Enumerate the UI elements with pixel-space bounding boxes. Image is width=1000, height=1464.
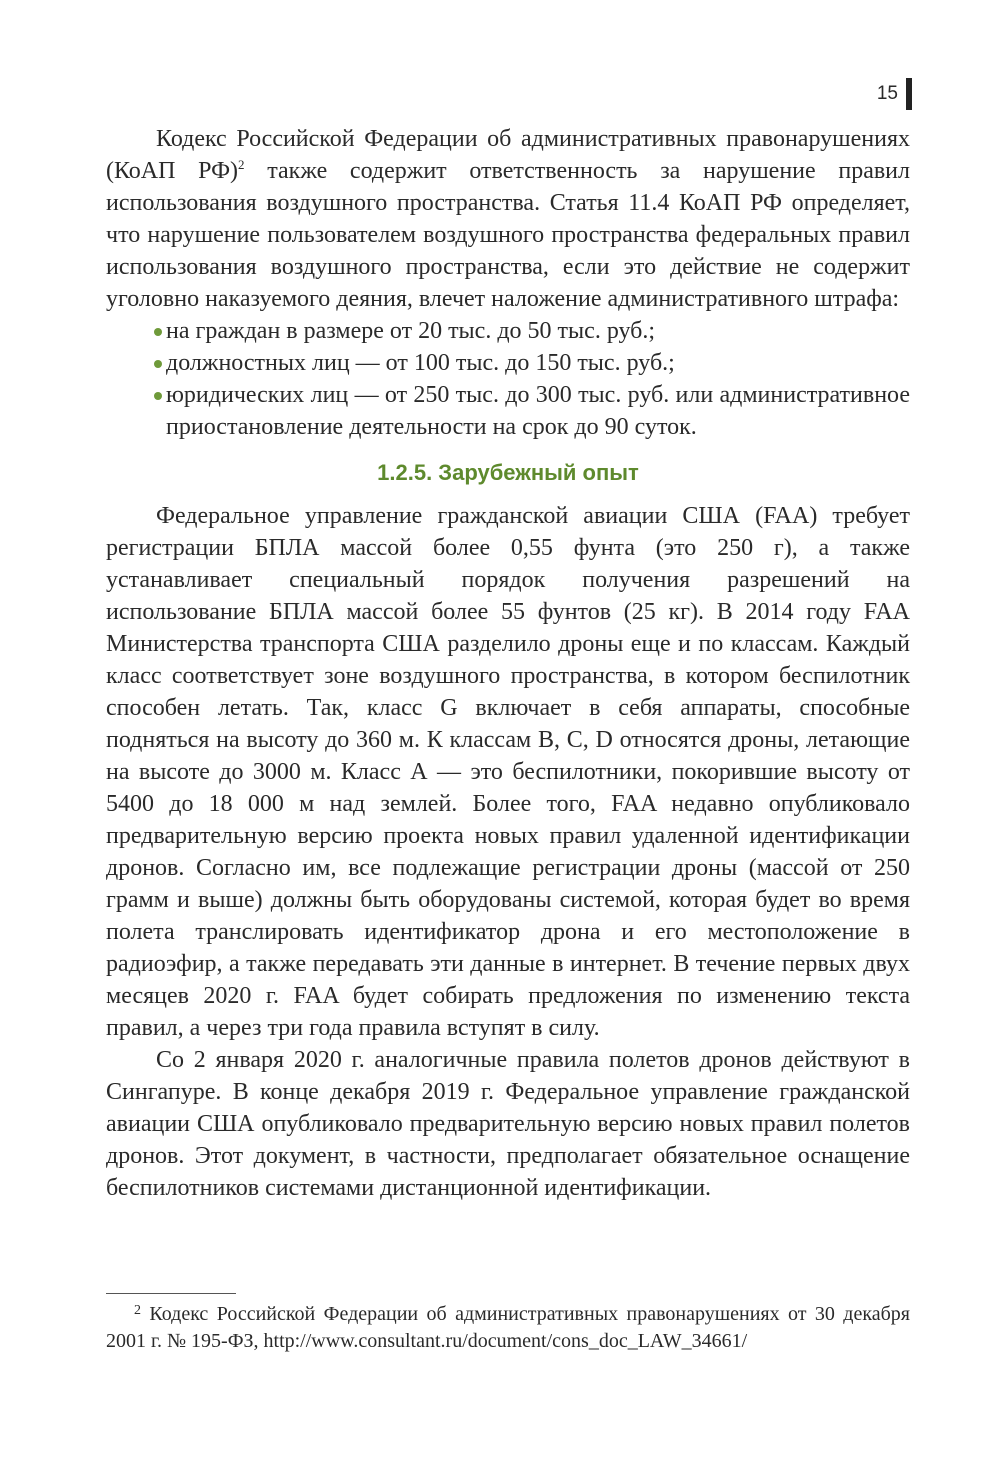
paragraph-koap <box>106 123 910 315</box>
list-item-text: на граждан в размере от 20 тыс. до 50 тыс. руб.; <box>166 318 656 344</box>
footnote-text: Кодекс Российской Федерации об административных правонарушениях от 30 декабря 2001 г. № 195-ФЗ, http://www.consultant.ru/document/cons_doc_LAW_34661/ <box>106 1303 910 1352</box>
page-number-block <box>877 78 912 110</box>
list-item <box>106 347 910 379</box>
page-body <box>106 123 910 1204</box>
page-number: 15 <box>876 83 898 104</box>
paragraph-koap-text-2: также содержит ответственность за нарушение правил использования воздушного пространства. Статья 11.4 КоАП РФ определяет, что нарушение пользователем воздушного пространства федеральных правил использования воздушного пространства, если это действие не содержит уголовно наказуемого деяния, влечет наложение административного штрафа: <box>106 158 910 312</box>
list-item-text: должностных лиц — от 100 тыс. до 150 тыс. руб.; <box>166 350 675 376</box>
footnote-divider <box>106 1293 236 1294</box>
fine-list <box>106 315 910 443</box>
footnote-marker: 2 <box>134 1303 141 1318</box>
footnote-reference: 2 <box>238 157 245 172</box>
page-number-bar <box>906 78 912 110</box>
paragraph-faa: Федеральное управление гражданской авиации США (FAA) требует регистрации БПЛА массой более 0,55 фунта (это 250 г), а также устанавливает специальный порядок получения разрешений на использование БПЛА массой более 55 фунтов (25 кг). В 2014 году FAA Министерства транспорта США разделило дроны еще и по классам. Каждый класс соответствует зоне воздушного пространства, в котором беспилотник способен летать. Так, класс G включает в себя аппараты, способные подняться на высоту до 360 м. К классам В, С, D относятся дроны, летающие на высоте до 3000 м. Класс А — это беспилотники, покорившие высоту от 5400 до 18 000 м над землей. Более того, FAA недавно опубликовало предварительную версию проекта новых правил удаленной идентификации дронов. Согласно им, все подлежащие регистрации дроны (массой от 250 грамм и выше) должны быть оборудованы системой, которая будет во время полета транслировать идентификатор дрона и его местоположение в радиоэфир, а также передавать эти данные в интернет. В течение первых двух месяцев 2020 г. FAA будет собирать предложения по изменению текста правил, а через три года правила вступят в силу. <box>106 503 910 1041</box>
paragraph-singapore: Со 2 января 2020 г. аналогичные правила полетов дронов действуют в Сингапуре. В конце декабря 2019 г. Федеральное управление гражданской авиации США опубликовало предварительную версию новых правил полетов дронов. Этот документ, в частности, предполагает обязательное оснащение беспилотников системами дистанционной идентификации. <box>106 1047 910 1201</box>
bullet-icon <box>154 392 162 400</box>
bullet-icon <box>154 360 162 368</box>
list-item <box>106 315 910 347</box>
list-item-text: юридических лиц — от 250 тыс. до 300 тыс. руб. или административное приостановление деятельности на срок до 90 суток. <box>166 382 910 440</box>
list-item <box>106 379 910 443</box>
bullet-icon <box>154 328 162 336</box>
section-heading: 1.2.5. Зарубежный опыт <box>377 460 639 485</box>
paragraph-koap-text-1: Кодекс Российской Федерации об административных правонарушениях (КоАП РФ) <box>106 126 910 184</box>
footnote <box>106 1301 910 1355</box>
